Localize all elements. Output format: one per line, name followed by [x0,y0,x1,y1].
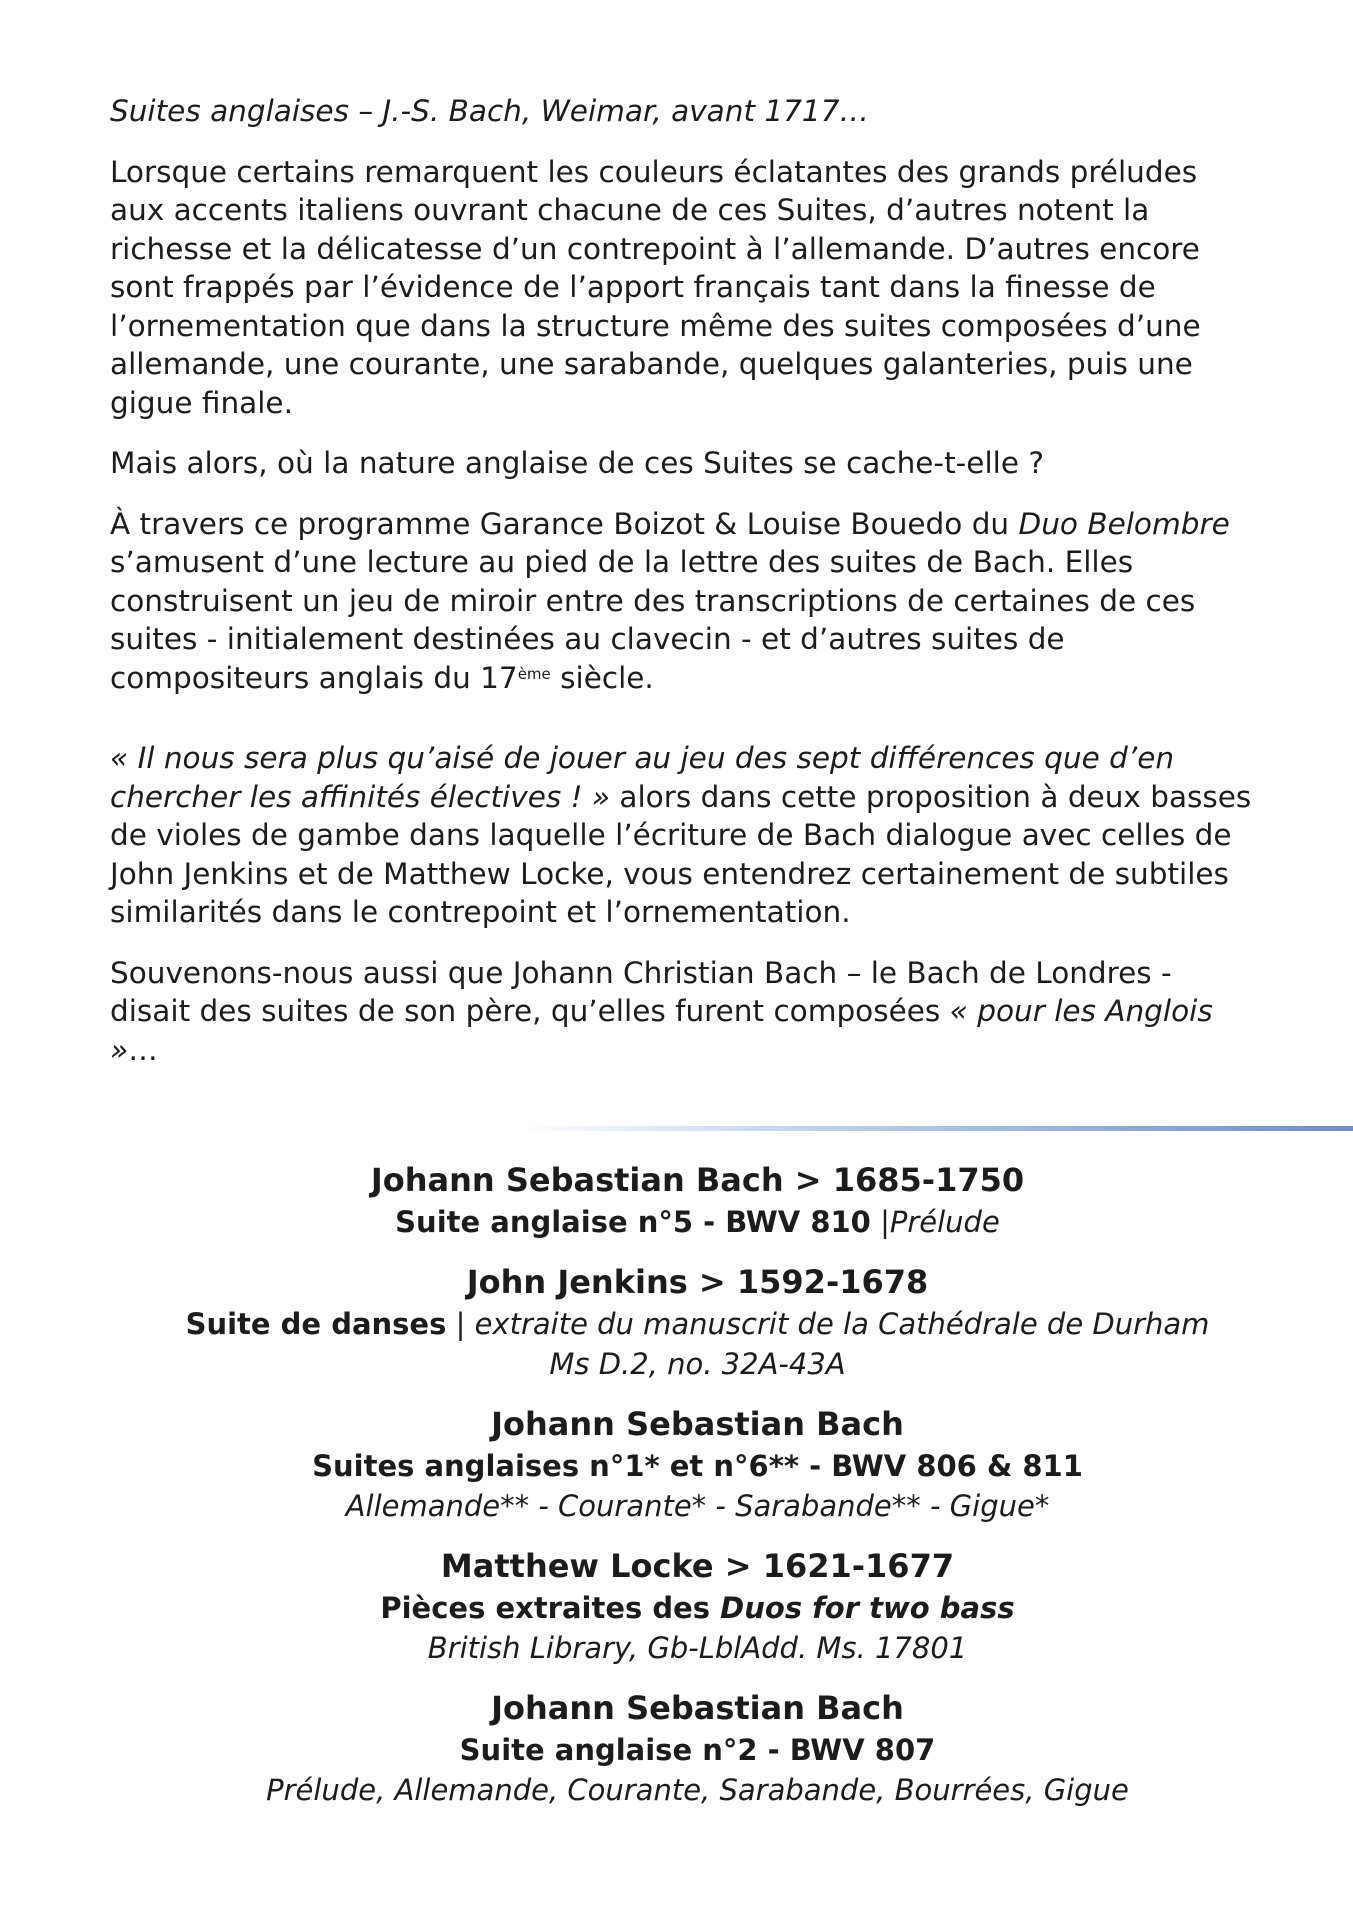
century-superscript: ème [517,664,551,683]
paragraph-3-text-b: s’amusent d’une lecture au pied de la lettre des suites de Bach. Elles construisent un jeu de miroir entre des transcriptions de certaines de ces suites - initialement destinées au clavecin - et d’autres suites de compositeurs anglais du 17 [110,545,1196,695]
work-title [90,1446,1305,1486]
intro-heading-text: Suites anglaises – J.-S. Bach, Weimar, avant 1717… [110,94,869,128]
intro-text [110,92,1260,1091]
work-title [90,1730,1305,1770]
program-list [90,1158,1305,1828]
paragraph-5 [110,954,1260,1070]
program-entry-3 [90,1402,1305,1526]
program-entry-4 [90,1544,1305,1668]
work-source: extraite du manuscrit de la Cathédrale de Durham [474,1307,1210,1341]
paragraph-4 [110,739,1260,932]
composer-name: Johann Sebastian Bach [491,1689,904,1727]
paragraph-5-text-b: … [128,1032,158,1067]
paragraph-3-text-a: À travers ce programme Garance Boizot & Louise Bouedo du [110,506,1019,541]
composer-name: Matthew Locke > 1621-1677 [440,1547,955,1585]
work-separator: | [446,1307,475,1341]
work-title-bold: Suite anglaise n°2 - BWV 807 [459,1733,936,1767]
work-title [90,1202,1305,1242]
intro-heading [110,92,1260,131]
work-movement: Prélude [889,1205,1000,1239]
work-title-italic: Duos for two bass [720,1591,1015,1625]
work-detail: Prélude, Allemande, Courante, Sarabande, Bourrées, Gigue [266,1773,1129,1807]
work-title [90,1304,1305,1344]
paragraph-3-text-c: siècle. [550,660,654,695]
work-detail: British Library, Gb-LblAdd. Ms. 17801 [427,1631,968,1665]
paragraph-2-text: Mais alors, où la nature anglaise de ces Suites se cache-t-elle ? [110,446,1045,480]
composer-name: Johann Sebastian Bach [491,1405,904,1443]
paragraph-1-text: Lorsque certains remarquent les couleurs éclatantes des grands préludes aux accents italiens ouvrant chacune de ces Suites, d’autres notent la richesse et la délicatesse d’un contrepoint à l’allemande. D’autres encore sont frappés par l’évidence de l’apport français tant dans la finesse de l’ornementation que dans la structure même des suites composées d’une allemande, une courante, une sarabande, quelques galanteries, puis une gigue finale. [110,154,1201,420]
duo-name: Duo Belombre [1018,506,1230,541]
paragraph-1 [110,153,1260,423]
paragraph-2 [110,444,1260,483]
work-title-bold: Pièces extraites des [380,1591,721,1625]
paragraph-4-quote: « Il nous sera plus qu’aisé de jouer au jeu des sept différences que d’en chercher les affinités électives ! » [110,741,1175,814]
composer-name: Johann Sebastian Bach > 1685-1750 [370,1161,1025,1199]
work-title-bold: Suite de danses [185,1307,447,1341]
section-divider [520,1126,1353,1131]
program-entry-1 [90,1158,1305,1242]
work-title-bold: Suites anglaises n°1* et n°6** - BWV 806 & 811 [312,1449,1083,1483]
program-entry-2 [90,1260,1305,1384]
work-title-bold: Suite anglaise n°5 - BWV 810 [395,1205,871,1239]
work-detail: Allemande** - Courante* - Sarabande** - Gigue* [345,1489,1050,1523]
paragraph-5-text-a: Souvenons-nous aussi que Johann Christian Bach – le Bach de Londres - disait des suites de son père, qu’elles furent composées [110,955,1172,1028]
program-entry-5 [90,1686,1305,1810]
composer-name: John Jenkins > 1592-1678 [466,1263,929,1301]
work-detail: Ms D.2, no. 32A-43A [549,1347,846,1381]
work-separator: | [870,1205,890,1239]
paragraph-3 [110,505,1260,698]
paragraph-4-text: alors dans cette proposition à deux basses de violes de gambe dans laquelle l’écriture de Bach dialogue avec celles de John Jenkins et de Matthew Locke, vous entendrez certainement de subtiles similarités dans le contrepoint et l’ornementation. [110,779,1252,929]
work-title [90,1588,1305,1628]
paragraph-5-quote: « pour les Anglois » [110,994,1213,1067]
